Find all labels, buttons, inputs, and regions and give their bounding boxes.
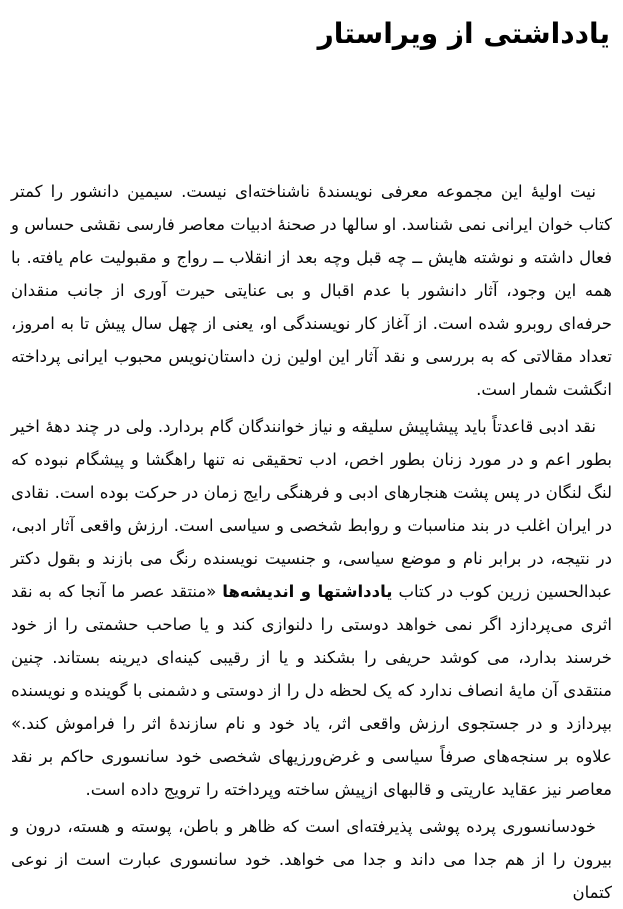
title-body-gap xyxy=(11,53,612,175)
book-title-bold: یادداشتها و اندیشه‌ها xyxy=(222,582,393,602)
paragraph xyxy=(11,410,612,806)
paragraph-text: نیت اولیهٔ این مجموعه معرفی نویسندهٔ ناشناخته‌ای نیست. سیمین دانشور را کمتر کتاب خوان ایرانی نمی شناسد. او سالها در صحنهٔ ادبیات معاصر فارسی نقشی حساس و فعال داشته و نوشته هایش ــ چه قبل وچه بعد از انقلاب ــ رواج و مقبولیت عام یافته. با همه این وجود، آثار دانشور با عدم اقبال و بی عنایتی حیرت آوری از جانب منقدان حرفه‌ای روبرو شده است. از آغاز کار نویسندگی او، یعنی از چهل سال پیش تا به امروز، تعداد مقالاتی که به بررسی و نقد آثار این اولین زن داستان‌نویس محبوب ایرانی پرداخته انگشت شمار است. xyxy=(11,182,612,400)
page-title: یادداشتی از ویراستار xyxy=(317,17,610,50)
body-text xyxy=(11,175,612,909)
paragraph xyxy=(11,175,612,406)
paragraph-text: خودسانسوری پرده پوشی پذیرفته‌ای است که ظاهر و باطن، پوسته و هسته، درون و بیرون را از هم جدا می داند و جدا می خواهد. خود سانسوری عبارت است از نوعی کتمان xyxy=(11,817,612,903)
paragraph-text: نقد ادبی قاعدتاً باید پیشاپیش سلیقه و نیاز خوانندگان گام بردارد. ولی در چند دههٔ اخیر بطور اعم و در مورد زنان بطور اخص، ادب تحقیقی نه تنها راهگشا و پیشگام نبوده که لنگ لنگان در پس پشت هنجارهای ادبی و فرهنگی رایج زمان در حرکت بوده است. نقادی در ایران اغلب در بند مناسبات و روابط شخصی و سیاسی است. ارزش واقعی آثار ادبی، در نتیجه، در برابر نام و موضع سیاسی، و جنسیت نویسنده رنگ می بازند و بقول دکتر عبدالحسین زرین کوب در کتاب xyxy=(11,417,612,602)
paragraph xyxy=(11,810,612,909)
paragraph-text: «منتقد عصر ما آنجا که به نقد اثری می‌پردازد اگر نمی خواهد دوستی را دلنوازی کند و یا صاحب حشمتی را از خود خرسند بدارد، می کوشد حریفی را بشکند و یا از رقیبی کینه‌ای دیرینه بستاند. چنین منتقدی آن مایهٔ انصاف ندارد که یک لحظه دل را از دوستی و دشمنی با گوینده و نویسنده بپردازد و در جستجوی ارزش واقعی اثر، یاد خود و نام سازندهٔ اثر را فراموش کند.» علاوه بر سنجه‌های صرفاً سیاسی و غرض‌ورزیهای شخصی خود سانسوری حاکم بر نقد معاصر نیز عقاید عاریتی و قالبهای ازپیش ساخته وپرداخته را ترویج داده است. xyxy=(11,582,612,800)
